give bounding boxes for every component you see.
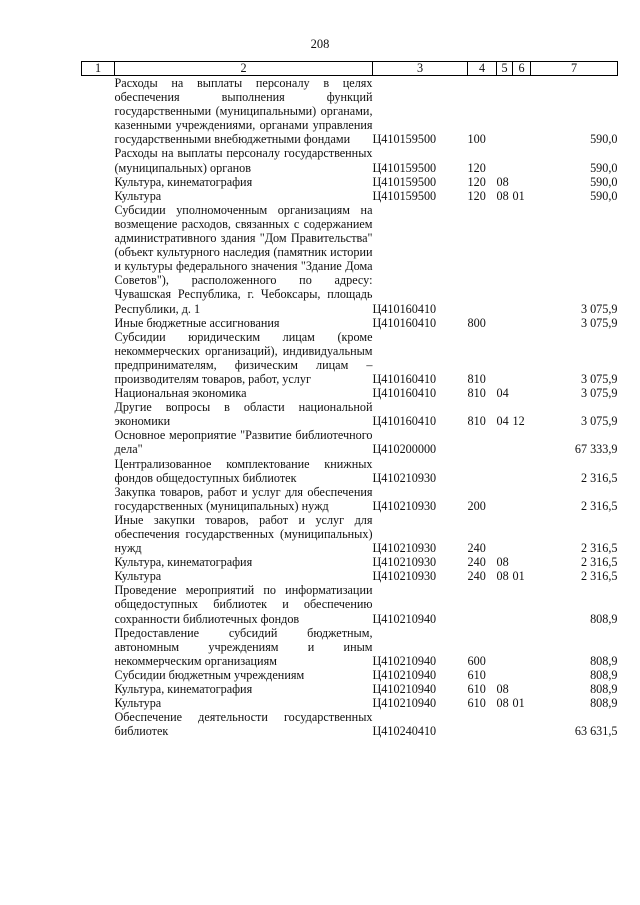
section-code: 08: [496, 555, 509, 570]
header-cell: 3: [373, 62, 468, 76]
item-name: Национальная экономика: [114, 386, 247, 401]
budget-table: [81, 61, 618, 738]
subsection-code: 01: [512, 188, 525, 203]
subsection-code: [513, 76, 531, 147]
table-row: [82, 513, 618, 555]
table-row: [82, 428, 618, 456]
row-number-cell: [82, 555, 115, 569]
row-number-cell: [82, 696, 115, 710]
row-number-cell: [82, 146, 115, 174]
table-row: [82, 583, 618, 625]
item-name: Расходы на выплаты персоналу государственных (муниципальных) органов: [114, 146, 373, 175]
target-article-code: Ц410159500: [372, 132, 437, 147]
amount: 808,9: [590, 611, 618, 626]
item-name: Расходы на выплаты персоналу в целях обеспечения выполнения функций государственными (муниципальными) органами, казенными учреждениями, органами управления государственными внебюджетными фондами: [114, 76, 373, 147]
expense-group: 610: [467, 667, 486, 682]
target-article-code: Ц410159500: [372, 160, 437, 175]
table-row: [82, 555, 618, 569]
row-number-cell: [82, 76, 115, 147]
section-code: 08: [496, 174, 509, 189]
table-row: [82, 189, 618, 203]
item-name: Основное мероприятие "Развитие библиотечного дела": [114, 428, 373, 457]
section-code: [497, 76, 513, 147]
section-code: [497, 485, 513, 513]
target-article-code: Ц410160410: [372, 386, 437, 401]
expense-group: 100: [467, 132, 486, 147]
item-name: Проведение мероприятий по информатизации общедоступных библиотек и обеспечению сохранности библиотечных фондов: [114, 583, 373, 626]
amount: 67 333,9: [574, 442, 618, 457]
header-cell: 7: [531, 62, 618, 76]
target-article-code: Ц410200000: [372, 442, 437, 457]
section-code: [497, 316, 513, 330]
target-article-code: Ц410210940: [372, 682, 437, 697]
item-name: Другие вопросы в области национальной экономики: [114, 400, 373, 429]
row-number-cell: [82, 400, 115, 428]
subsection-code: 01: [512, 696, 525, 711]
section-code: [497, 146, 513, 174]
section-code: [497, 513, 513, 555]
subsection-code: [513, 583, 531, 625]
subsection-code: [513, 175, 531, 189]
target-article-code: Ц410160410: [372, 315, 437, 330]
row-number-cell: [82, 710, 115, 738]
item-name: Субсидии бюджетным учреждениям: [114, 667, 305, 682]
subsection-code: [513, 146, 531, 174]
table-header-row: [82, 62, 618, 76]
item-name: Субсидии уполномоченным организациям на возмещение расходов, связанных с содержанием административного здания "Дом Правительства" (объект культурного наследия (памятник истории и культуры федерального значения "Здание Дома Советов"), расположенного по адресу: Чувашская Республика, г. Чебоксары, площадь Республики, д. 1: [114, 202, 373, 316]
subsection-code: [513, 626, 531, 668]
table-row: [82, 710, 618, 738]
amount: 590,0: [590, 160, 618, 175]
table-row: [82, 316, 618, 330]
expense-group: 120: [467, 160, 486, 175]
item-name: Обеспечение деятельности государственных библиотек: [114, 710, 373, 739]
item-name: Культура: [114, 188, 162, 203]
amount: 590,0: [590, 174, 618, 189]
target-article-code: Ц410210940: [372, 696, 437, 711]
section-code: [497, 626, 513, 668]
target-article-code: Ц410210930: [372, 498, 437, 513]
expense-group: 800: [467, 315, 486, 330]
expense-group: 810: [467, 386, 486, 401]
item-name: Закупка товаров, работ и услуг для обеспечения государственных (муниципальных) нужд: [114, 484, 373, 513]
subsection-code: [513, 513, 531, 555]
subsection-code: [513, 316, 531, 330]
target-article-code: Ц410160410: [372, 414, 437, 429]
header-cell: 5: [497, 62, 513, 76]
subsection-code: 12: [512, 414, 525, 429]
expense-group: 240: [467, 569, 486, 584]
row-number-cell: [82, 428, 115, 456]
item-name: Субсидии юридическим лицам (кроме некоммерческих организаций), индивидуальным предпринимателям, физическим лицам – производителям товаров, работ, услуг: [114, 329, 373, 386]
expense-group: 240: [467, 541, 486, 556]
target-article-code: Ц410210940: [372, 653, 437, 668]
table-row: [82, 668, 618, 682]
amount: 2 316,5: [580, 470, 618, 485]
amount: 3 075,9: [580, 386, 618, 401]
amount: 3 075,9: [580, 414, 618, 429]
row-number-cell: [82, 583, 115, 625]
item-name: Культура, кинематография: [114, 174, 253, 189]
target-article-code: Ц410159500: [372, 174, 437, 189]
expense-group: 610: [467, 696, 486, 711]
row-number-cell: [82, 189, 115, 203]
amount: 2 316,5: [580, 569, 618, 584]
section-code: 08: [496, 188, 509, 203]
target-article-code: Ц410240410: [372, 724, 437, 739]
amount: 2 316,5: [580, 498, 618, 513]
target-article-code: Ц410160410: [372, 371, 437, 386]
section-code: 04: [496, 386, 509, 401]
target-article-code: Ц410210930: [372, 569, 437, 584]
subsection-code: [513, 682, 531, 696]
item-name: Культура: [114, 696, 162, 711]
subsection-code: [513, 386, 531, 400]
section-code: [497, 668, 513, 682]
table-row: [82, 386, 618, 400]
section-code: [497, 428, 513, 456]
target-article-code: Ц410210930: [372, 541, 437, 556]
target-article-code: Ц410210940: [372, 667, 437, 682]
amount: 808,9: [590, 682, 618, 697]
item-name: Предоставление субсидий бюджетным, автономным учреждениям и иным некоммерческим организациям: [114, 625, 373, 668]
expense-group: [468, 428, 497, 456]
expense-group: 240: [467, 555, 486, 570]
row-number-cell: [82, 569, 115, 583]
subsection-code: [513, 428, 531, 456]
expense-group: [468, 583, 497, 625]
subsection-code: [513, 457, 531, 485]
subsection-code: [513, 555, 531, 569]
table-row: [82, 330, 618, 386]
target-article-code: Ц410210940: [372, 611, 437, 626]
subsection-code: [513, 485, 531, 513]
row-number-cell: [82, 386, 115, 400]
item-name: Культура, кинематография: [114, 682, 253, 697]
row-number-cell: [82, 316, 115, 330]
expense-group: 810: [467, 414, 486, 429]
section-code: [497, 203, 513, 316]
row-number-cell: [82, 203, 115, 316]
row-number-cell: [82, 175, 115, 189]
header-cell: 4: [468, 62, 497, 76]
section-code: 08: [496, 682, 509, 697]
subsection-code: [513, 203, 531, 316]
section-code: [497, 710, 513, 738]
subsection-code: [513, 710, 531, 738]
expense-group: 600: [467, 653, 486, 668]
amount: 3 075,9: [580, 315, 618, 330]
row-number-cell: [82, 485, 115, 513]
target-article-code: Ц410210930: [372, 470, 437, 485]
expense-group: 120: [467, 174, 486, 189]
table-row: [82, 457, 618, 485]
expense-group: [468, 710, 497, 738]
table-row: [82, 175, 618, 189]
section-code: 08: [496, 569, 509, 584]
row-number-cell: [82, 457, 115, 485]
expense-group: 120: [467, 188, 486, 203]
subsection-code: [513, 330, 531, 386]
table-row: [82, 682, 618, 696]
amount: 808,9: [590, 667, 618, 682]
table-row: [82, 146, 618, 174]
row-number-cell: [82, 626, 115, 668]
amount: 808,9: [590, 653, 618, 668]
target-article-code: Ц410210930: [372, 555, 437, 570]
table-row: [82, 485, 618, 513]
section-code: [497, 330, 513, 386]
table-row: [82, 76, 618, 147]
row-number-cell: [82, 668, 115, 682]
expense-group: 610: [467, 682, 486, 697]
table-row: [82, 569, 618, 583]
expense-group: 810: [467, 371, 486, 386]
page-number: 208: [310, 37, 330, 51]
target-article-code: Ц410159500: [372, 188, 437, 203]
section-code: 04: [496, 414, 509, 429]
amount: 808,9: [590, 696, 618, 711]
expense-group: [468, 457, 497, 485]
amount: 590,0: [590, 188, 618, 203]
section-code: [497, 583, 513, 625]
table-row: [82, 203, 618, 316]
header-cell: 1: [82, 62, 115, 76]
item-name: Культура, кинематография: [114, 555, 253, 570]
row-number-cell: [82, 513, 115, 555]
row-number-cell: [82, 682, 115, 696]
item-name: Культура: [114, 569, 162, 584]
section-code: 08: [496, 696, 509, 711]
amount: 3 075,9: [580, 301, 618, 316]
table-row: [82, 400, 618, 428]
item-name: Иные закупки товаров, работ и услуг для обеспечения государственных (муниципальных) нужд: [114, 512, 373, 556]
expense-group: 200: [467, 498, 486, 513]
expense-group: [468, 203, 497, 316]
header-cell: 6: [513, 62, 531, 76]
subsection-code: 01: [512, 569, 525, 584]
table-row: [82, 626, 618, 668]
row-number-cell: [82, 330, 115, 386]
target-article-code: Ц410160410: [372, 301, 437, 316]
section-code: [497, 457, 513, 485]
header-cell: 2: [115, 62, 373, 76]
amount: 2 316,5: [580, 555, 618, 570]
subsection-code: [513, 668, 531, 682]
table-row: [82, 696, 618, 710]
amount: 590,0: [590, 132, 618, 147]
amount: 3 075,9: [580, 371, 618, 386]
item-name: Иные бюджетные ассигнования: [114, 315, 280, 330]
item-name: Централизованное комплектование книжных фондов общедоступных библиотек: [114, 456, 373, 485]
amount: 63 631,5: [574, 724, 618, 739]
amount: 2 316,5: [580, 541, 618, 556]
